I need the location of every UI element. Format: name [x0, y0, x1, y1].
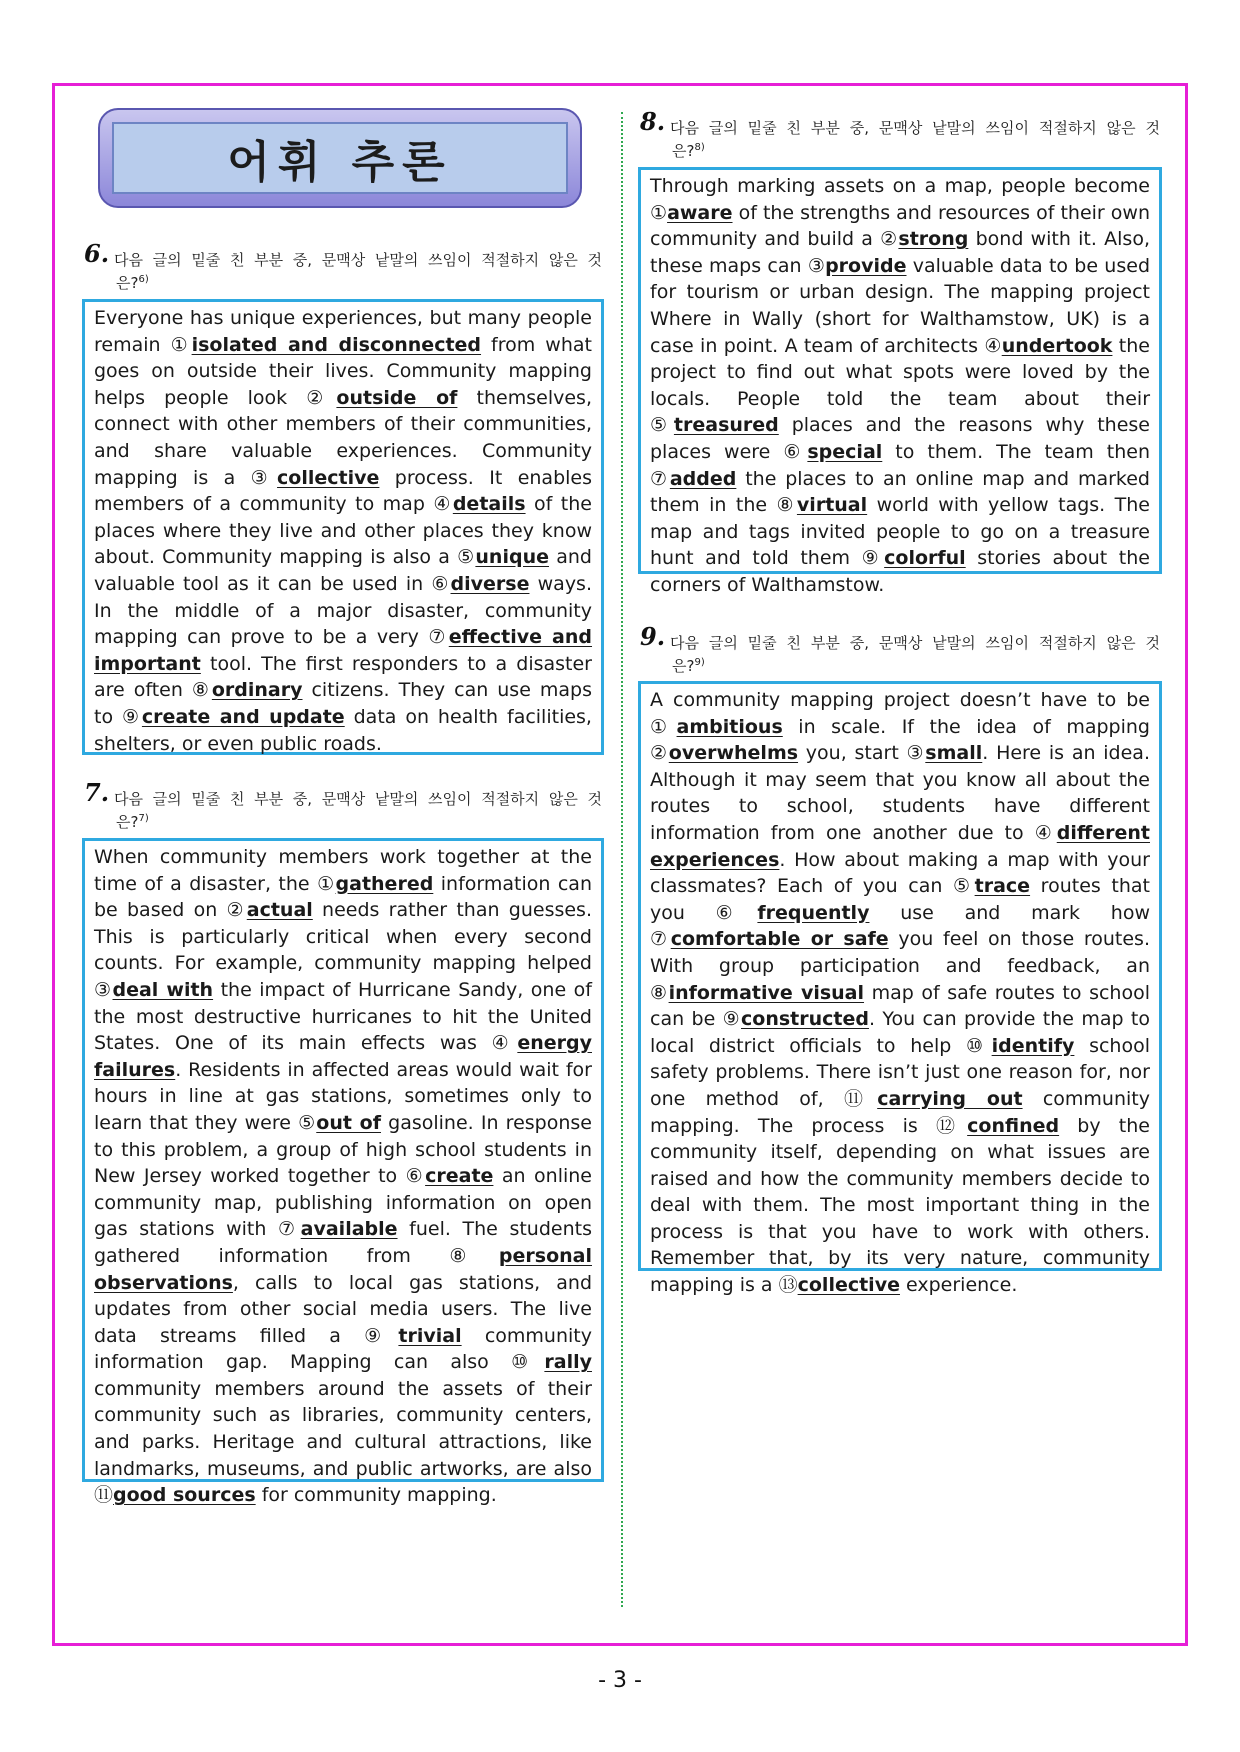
underlined-choice: identify: [991, 1034, 1075, 1057]
question-6-passage: [82, 299, 604, 755]
section-title-inner: [112, 122, 568, 194]
underlined-choice: outside of: [336, 386, 458, 409]
underlined-choice: confined: [967, 1114, 1060, 1137]
passage-text: ⑩: [511, 1351, 545, 1374]
passage-text: for community mapping.: [255, 1484, 497, 1507]
passage-text: an online community map, publishing information on open gas stations with: [94, 1165, 592, 1241]
passage-text: information can be based on: [94, 872, 592, 922]
passage-text: fuel. The students gathered information from: [94, 1218, 592, 1267]
question-6-number: 6.: [84, 239, 110, 268]
passage-text: ⑨: [861, 547, 885, 570]
passage-text: you, start: [798, 742, 907, 765]
passage-text: and valuable tool as it can be used in: [94, 546, 592, 595]
passage-text: community information gap. Mapping can also: [94, 1324, 592, 1374]
question-7-passage: [82, 838, 604, 1507]
passage-text: ⑧: [449, 1244, 499, 1267]
passage-text: ③: [906, 742, 926, 765]
question-9: [640, 622, 1160, 676]
passage-text: you feel on those routes. With group participation and feedback, an: [650, 928, 1150, 977]
passage-text: ⑧: [776, 494, 797, 517]
underlined-choice: undertook: [1001, 334, 1113, 357]
underlined-choice: actual: [246, 899, 313, 922]
passage-text: ④: [433, 493, 453, 516]
passage-text: ①: [650, 715, 677, 738]
passage-text: ⑦: [428, 626, 449, 649]
underlined-choice: strong: [898, 228, 969, 251]
underlined-choice: collective: [797, 1274, 900, 1297]
passage-text: of the strengths and resources of their own community and build a: [650, 201, 1150, 251]
passage-text: valuable data to be used for tourism or urban design. The mapping project Where in Wally (short for Walthamstow, UK) is a case in point. A team of architects: [650, 254, 1151, 357]
underlined-choice: deal with: [112, 978, 214, 1001]
underlined-choice: effective and important: [94, 626, 593, 675]
underlined-choice: gathered: [335, 872, 434, 895]
underlined-choice: rally: [544, 1351, 592, 1374]
underlined-choice: ordinary: [211, 679, 303, 702]
underlined-choice: available: [300, 1218, 398, 1241]
passage-text: ⑧: [650, 981, 669, 1004]
underlined-choice: provide: [825, 254, 907, 277]
passage-text: in scale. If the idea of mapping: [782, 715, 1150, 738]
underlined-choice: small: [925, 742, 983, 765]
passage-text: tool. The first responders to a disaster are often: [94, 652, 592, 702]
underlined-choice: good sources: [113, 1484, 256, 1507]
passage-text: ②: [650, 742, 669, 765]
passage-text: ④: [984, 334, 1002, 357]
underlined-choice: trace: [974, 875, 1031, 898]
passage-text: of the places where they live and other places they know about. Community mapping is also a: [94, 493, 592, 569]
passage-text: ③: [807, 254, 826, 277]
section-title: 어휘 추론: [227, 137, 453, 188]
underlined-choice: out of: [316, 1111, 381, 1134]
question-9-number: 9.: [640, 622, 666, 651]
passage-text: ⑤: [457, 546, 476, 569]
passage-text: to them. The team then: [882, 440, 1150, 463]
underlined-choice: informative visual: [668, 981, 865, 1004]
passage-text: ⑪: [94, 1484, 114, 1507]
underlined-choice: create and update: [141, 705, 345, 728]
passage-text: When community members work together at the time of a disaster, the: [94, 846, 592, 895]
underlined-choice: frequently: [757, 901, 870, 924]
underlined-choice: collective: [277, 466, 380, 489]
passage-text: ⑤: [298, 1111, 317, 1134]
passage-text: places and the reasons why these places were: [650, 414, 1150, 463]
passage-text: routes that you: [650, 875, 1150, 924]
underlined-choice: personal observations: [94, 1244, 592, 1294]
underlined-choice: create: [425, 1165, 494, 1188]
question-7: [84, 778, 602, 832]
underlined-choice: diverse: [450, 572, 530, 595]
underlined-choice: different experiences: [650, 821, 1150, 871]
passage-text: from what goes on outside their lives. Community mapping helps people look: [94, 333, 592, 409]
passage-text: experience.: [899, 1274, 1018, 1297]
underlined-choice: special: [807, 440, 883, 463]
question-9-instruction: 9. 다음 글의 밑줄 친 부분 중, 문맥상 낱말의 쓰임이 적절하지 않은 것 은?$^{9)}$: [640, 622, 1160, 675]
passage-text: Everyone has unique experiences, but many people remain: [94, 307, 592, 356]
passage-text: ③: [94, 978, 113, 1001]
passage-text: Through marking assets on a map, people become: [650, 175, 1150, 197]
passage-text: the places to an online map and marked them in the: [650, 467, 1150, 517]
passage-text: ⑧: [191, 679, 212, 702]
question-6: [84, 239, 602, 293]
passage-text: ①: [317, 872, 336, 895]
passage-text: school safety problems. There isn’t just one reason for, nor one method of,: [650, 1034, 1150, 1110]
passage-text: stories about the corners of Walthamstow.: [650, 547, 1150, 596]
passage-text: themselves, connect with other members of their communities, and share valuable experiences. Community mapping is a: [94, 386, 592, 489]
passage-text: ⑥: [783, 440, 808, 463]
passage-text: ⑥: [715, 901, 758, 924]
underlined-choice: energy failures: [94, 1032, 592, 1081]
passage-text: ①: [650, 201, 668, 224]
passage-text: ⑦: [650, 467, 670, 490]
passage-text: , calls to local gas stations, and updates from other social media users. The live data streams filled a: [94, 1271, 592, 1347]
passage-text: ⑥: [431, 572, 451, 595]
column-divider: [621, 112, 623, 1607]
passage-text: by the community itself, depending on what issues are raised and how the community members decide to deal with them. The most important thing in the process is that you have to work with others. Remember that, by its very nature, community mapping is a: [650, 1114, 1150, 1297]
passage-text: . Here is an idea. Although it may seem that you know all about the routes to school, students have different information from one another due to: [650, 742, 1150, 844]
underlined-choice: comfortable or safe: [670, 928, 889, 951]
passage-text: process. It enables members of a community to map: [94, 466, 592, 516]
passage-text: community mapping. The process is: [650, 1087, 1150, 1137]
underlined-choice: overwhelms: [668, 742, 799, 765]
question-9-passage: [638, 681, 1162, 1297]
passage-text: ⑦: [650, 928, 671, 951]
underlined-choice: details: [452, 493, 526, 516]
page-number: - 3 -: [598, 1668, 642, 1693]
passage-text: use and mark how: [869, 901, 1150, 924]
passage-text: ⑨: [722, 1008, 742, 1031]
underlined-choice: isolated and disconnected: [191, 333, 482, 356]
question-8-number: 8.: [640, 107, 666, 136]
passage-text: ①: [170, 333, 192, 356]
passage-text: ②: [306, 386, 337, 409]
question-8-instruction: 8. 다음 글의 밑줄 친 부분 중, 문맥상 낱말의 쓰임이 적절하지 않은 것 은?$^{8)}$: [640, 107, 1160, 160]
passage-text: . Residents in affected areas would wait for hours in line at gas stations, sometimes only to learn that they were: [94, 1058, 592, 1134]
passage-text: data on health facilities, shelters, or even public roads.: [94, 705, 592, 755]
underlined-choice: carrying out: [877, 1087, 1023, 1110]
section-title-banner: [98, 108, 582, 208]
passage-text: ⑦: [278, 1218, 301, 1241]
underlined-choice: aware: [667, 201, 733, 224]
question-8-passage: [638, 167, 1162, 596]
underlined-choice: treasured: [673, 414, 779, 437]
passage-text: ⑥: [405, 1165, 426, 1188]
passage-text: the impact of Hurricane Sandy, one of the most destructive hurricanes to hit the United States. One of its main effects was: [94, 978, 592, 1055]
passage-text: citizens. They can use maps to: [94, 679, 592, 728]
passage-text: community members around the assets of their community such as libraries, community centers, and parks. Heritage and cultural attractions, like landmarks, museums, and public artworks, are also: [94, 1377, 592, 1480]
passage-text: map of safe routes to school can be: [650, 981, 1150, 1031]
question-7-number: 7.: [84, 778, 110, 807]
passage-text: ⑤: [953, 875, 975, 898]
passage-text: ④: [491, 1032, 518, 1055]
underlined-choice: unique: [475, 546, 549, 569]
passage-text: A community mapping project doesn’t have to be: [650, 689, 1150, 711]
underlined-choice: colorful: [884, 547, 966, 570]
passage-text: ⑪: [843, 1087, 878, 1110]
passage-text: ③: [250, 466, 278, 489]
question-8: [640, 107, 1160, 161]
passage-text: ⑨: [364, 1324, 399, 1347]
passage-text: world with yellow tags. The map and tags invited people to go on a treasure hunt and told them: [650, 494, 1150, 570]
passage-text: ways. In the middle of a major disaster, community mapping can prove to be a very: [94, 572, 592, 649]
underlined-choice: constructed: [741, 1008, 869, 1031]
underlined-choice: added: [669, 467, 737, 490]
passage-text: needs rather than guesses. This is particularly critical when every second counts. For example, community mapping helped: [94, 899, 592, 975]
underlined-choice: virtual: [796, 494, 868, 517]
passage-text: . How about making a map with your classmates? Each of you can: [650, 848, 1150, 898]
passage-text: ⑨: [122, 705, 142, 728]
underlined-choice: trivial: [398, 1324, 462, 1347]
question-7-instruction: 7. 다음 글의 밑줄 친 부분 중, 문맥상 낱말의 쓰임이 적절하지 않은 것 은?$^{7)}$: [84, 778, 602, 831]
passage-text: ②: [226, 899, 247, 922]
passage-text: ⑫: [936, 1114, 968, 1137]
passage-text: the project to find out what spots were loved by the locals. People told the team about their: [650, 334, 1150, 410]
passage-text: ②: [880, 228, 899, 251]
question-6-instruction: 6. 다음 글의 밑줄 친 부분 중, 문맥상 낱말의 쓰임이 적절하지 않은 것 은?$^{6)}$: [84, 239, 602, 292]
passage-text: gasoline. In response to this problem, a group of high school students in New Jersey worked together to: [94, 1111, 592, 1188]
passage-text: ⑤: [650, 414, 674, 437]
underlined-choice: ambitious: [676, 715, 783, 738]
passage-text: ⑬: [778, 1274, 798, 1297]
passage-text: ④: [1034, 821, 1057, 844]
passage-text: bond with it. Also, these maps can: [650, 228, 1150, 277]
passage-text: ⑩: [965, 1034, 992, 1057]
passage-text: . You can provide the map to local district officials to help: [650, 1008, 1150, 1057]
